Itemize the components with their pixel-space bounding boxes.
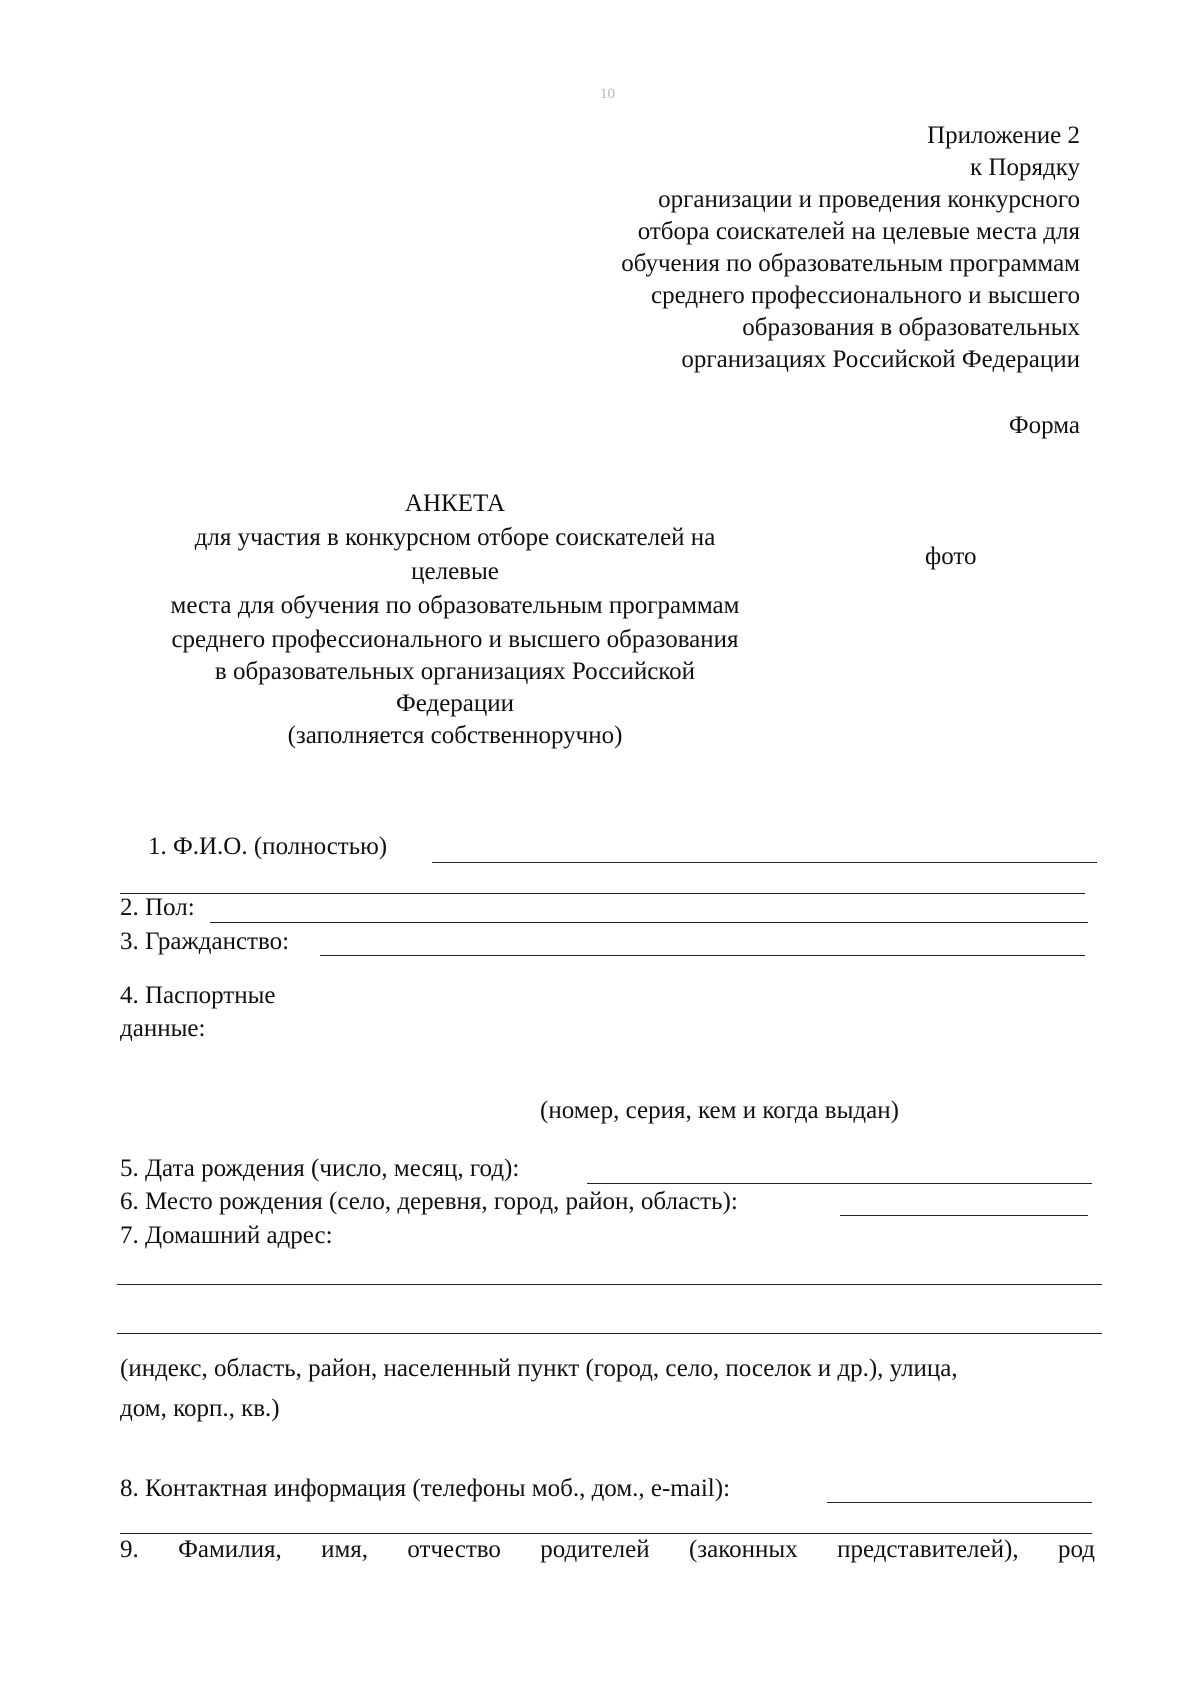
title-line: в образовательных организациях Российской	[214, 658, 696, 685]
header-line: к Порядку	[970, 154, 1080, 181]
document-title: АНКЕТА	[404, 490, 506, 517]
parents-word: родителей	[540, 1536, 650, 1563]
contacts-input-line[interactable]	[827, 1502, 1092, 1503]
home-address-label: 7. Домашний адрес:	[120, 1222, 333, 1249]
address-hint-line1: (индекс, область, район, населенный пункт (город, село, поселок и др.), улица,	[120, 1355, 958, 1382]
fio-label: 1. Ф.И.О. (полностью)	[148, 833, 388, 860]
header-line: отбора соискателей на целевые места для	[637, 218, 1080, 245]
contacts-continuation-line[interactable]	[120, 1533, 1092, 1534]
title-line: целевые	[411, 558, 499, 585]
header-line: организациях Российской Федерации	[681, 346, 1080, 373]
header-line: Приложение 2	[927, 122, 1080, 149]
parents-label	[120, 1536, 1095, 1564]
citizenship-label: 3. Гражданство:	[120, 928, 290, 955]
gender-label: 2. Пол:	[120, 894, 195, 921]
home-address-line-2[interactable]	[117, 1333, 1102, 1334]
passport-label-line2: данные:	[120, 1015, 206, 1042]
title-line: среднего профессионального и высшего образования	[171, 626, 739, 653]
fio-input-line[interactable]	[432, 862, 1097, 863]
gender-input-line[interactable]	[210, 922, 1088, 923]
birth-place-label: 6. Место рождения (село, деревня, город, район, область):	[120, 1188, 738, 1215]
citizenship-input-line[interactable]	[320, 955, 1085, 956]
birth-date-input-line[interactable]	[587, 1183, 1092, 1184]
page-number: 10	[600, 86, 615, 102]
birth-place-input-line[interactable]	[840, 1215, 1088, 1216]
parents-word: Фамилия,	[178, 1536, 282, 1563]
parents-word: 9.	[120, 1536, 139, 1563]
title-line: Федерации	[395, 690, 515, 717]
header-line: обучения по образовательным программам	[621, 250, 1080, 277]
contacts-label: 8. Контактная информация (телефоны моб., дом., e-mail):	[120, 1475, 731, 1502]
parents-word: имя,	[321, 1536, 369, 1563]
parents-word: род	[1057, 1536, 1095, 1563]
address-hint-line2: дом, корп., кв.)	[120, 1395, 280, 1422]
birth-date-label: 5. Дата рождения (число, месяц, год):	[120, 1155, 520, 1182]
header-line: образования в образовательных	[742, 314, 1080, 341]
photo-placeholder: фото	[925, 543, 977, 570]
parents-word: (законных	[688, 1536, 798, 1563]
passport-label-line1: 4. Паспортные	[120, 982, 276, 1009]
parents-word: отчество	[407, 1536, 501, 1563]
parents-word: представителей),	[837, 1536, 1019, 1563]
header-line: организации и проведения конкурсного	[658, 186, 1080, 213]
form-label: Форма	[1008, 412, 1080, 439]
title-line: места для обучения по образовательным программам	[170, 592, 740, 619]
home-address-line-1[interactable]	[117, 1284, 1102, 1285]
fio-continuation-line[interactable]	[120, 893, 1085, 894]
title-line: для участия в конкурсном отборе соискателей на	[194, 524, 716, 551]
header-line: среднего профессионального и высшего	[651, 282, 1080, 309]
title-line: (заполняется собственноручно)	[287, 722, 623, 749]
passport-hint: (номер, серия, кем и когда выдан)	[540, 1097, 899, 1124]
